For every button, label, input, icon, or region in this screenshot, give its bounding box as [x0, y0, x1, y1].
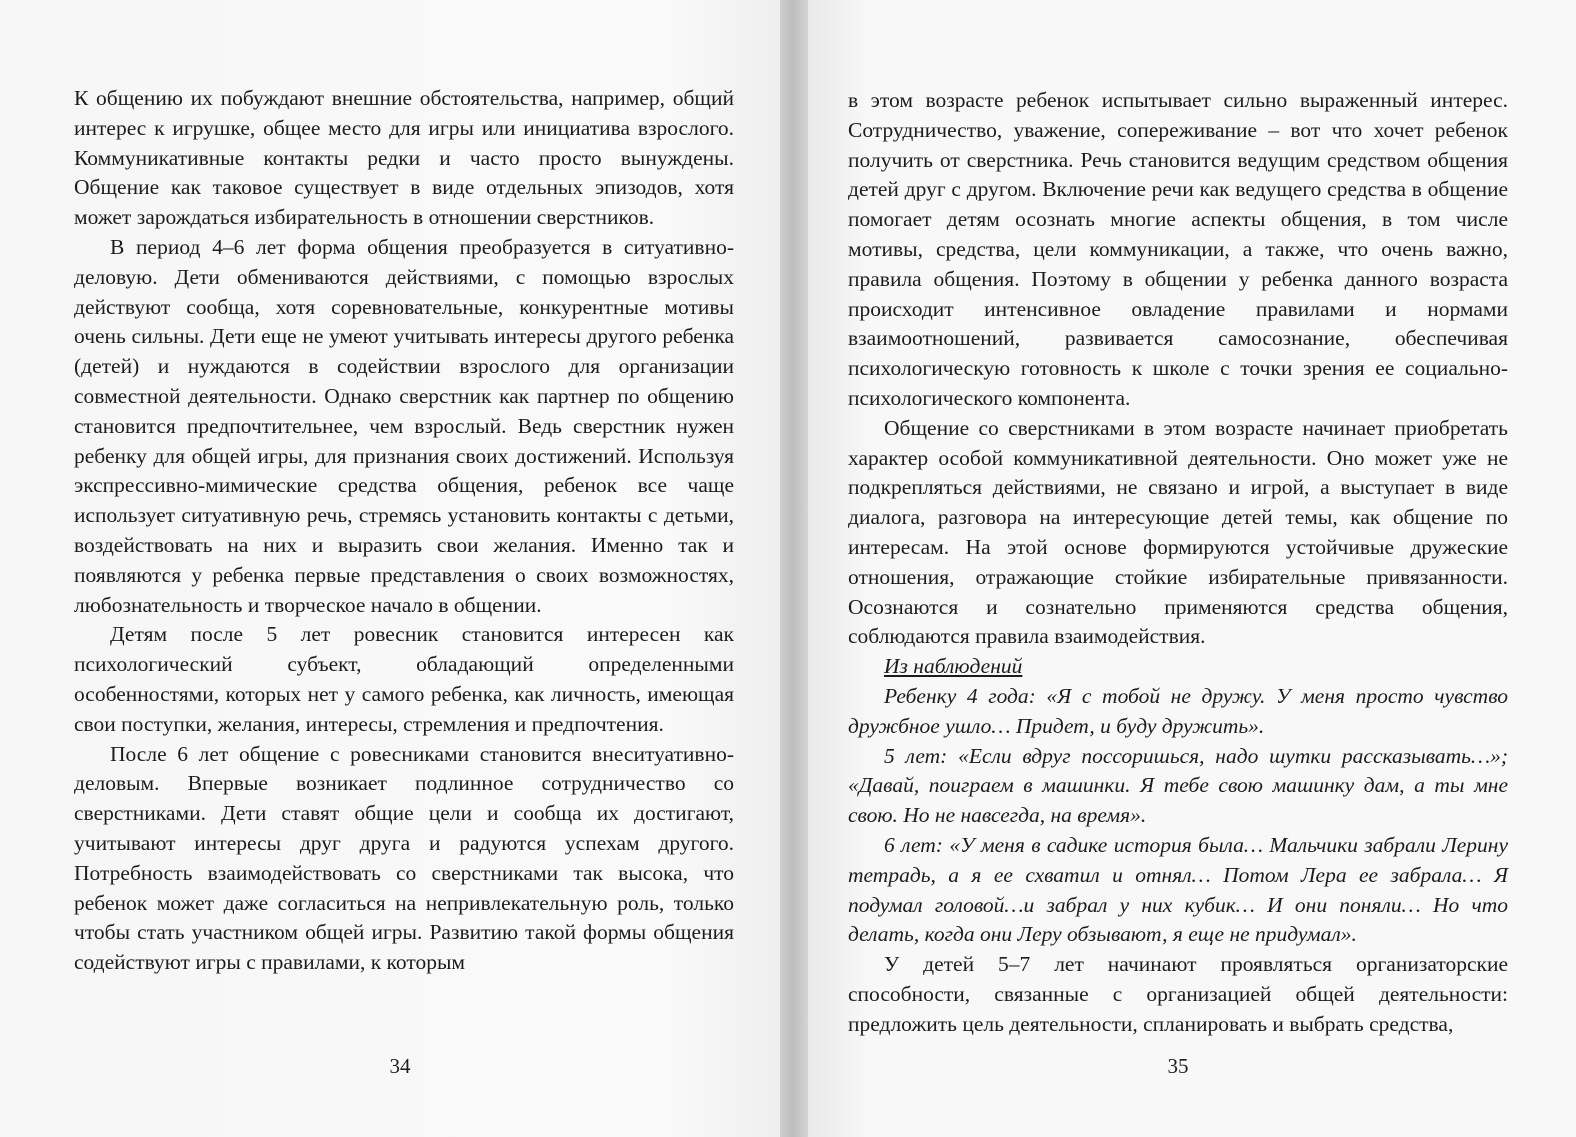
observations-heading: Из наблюдений	[884, 654, 1023, 679]
right-continuation-paragraph: в этом возрасте ребенок испытывает сильно выраженный интерес. Сотрудничество, уважение, сопереживание – вот что хочет ребенок получить от сверстника. Речь становится ведущим средством общения детей друг с другом. Включение речи как ведущего средства в общение помогает детям осознать многие аспекты общения, в том числе мотивы, средства, цели коммуникации, а также, что очень важно, правила общения. Поэтому в общении у ребенка данного возраста происходит интенсивное овладение правилами и нормами взаимоотношений, развивается самосознание, обеспечивая психологическую готовность к школе с точки зрения ее социально-психологического компонента.	[848, 88, 1508, 410]
left-paragraph-1: К общению их побуждают внешние обстоятельства, например, общий интерес к игрушке, общее место для игры или инициатива взрослого. Коммуникативные контакты редки и часто просто вынуждены. Общение как таковое существует в виде отдельных эпизодов, хотя может зарождаться избирательность в отношении сверстников.	[74, 86, 734, 230]
left-page-number: 34	[389, 1054, 411, 1078]
right-page-number: 35	[1167, 1054, 1189, 1078]
right-page-text	[848, 86, 1508, 1040]
right-paragraph-last: У детей 5–7 лет начинают проявляться организаторские способности, связанные с организацией общей деятельности: предложить цель деятельности, спланировать и выбрать средства,	[848, 952, 1508, 1036]
left-paragraph-2: В период 4–6 лет форма общения преобразуется в ситуативно-деловую. Дети обмениваются действиями, с помощью взрослых действуют сообща, хотя соревновательные, конкурентные мотивы очень сильны. Дети еще не умеют учитывать интересы другого ребенка (детей) и нуждаются в содействии взрослого для организации совместной деятельности. Однако сверстник как партнер по общению становится предпочтительнее, чем взрослый. Ведь сверстник нужен ребенку для общей игры, для признания своих достижений. Используя экспрессивно-мимические средства общения, ребенок все чаще использует ситуативную речь, стремясь установить контакты с детьми, воздействовать на них и выразить свои желания. Именно так и появляются у ребенка первые представления о своих возможностях, любознательность и творческое начало в общении.	[74, 234, 734, 617]
book-gutter	[780, 0, 808, 1137]
left-page	[0, 0, 780, 1137]
right-page	[808, 0, 1576, 1137]
observation-quote-5-years: 5 лет: «Если вдруг поссоришься, надо шутки рассказывать…»; «Давай, поиграем в машинки. Я тебе свою машинку дам, а ты мне свою. Но не навсегда, на время».	[848, 743, 1508, 828]
observation-quote-6-years: 6 лет: «У меня в садике история была… Мальчики забрали Лерину тетрадь, а я ее схватил и отнял… Потом Лера ее забрала… Я подумал головой…и забрал у них кубик… И они поняли… Но что делать, когда они Леру обзывают, я еще не придумал».	[848, 832, 1508, 947]
observation-quote-4-years: Ребенку 4 года: «Я с тобой не дружу. У меня просто чувство дружбное ушло… Придет, и буду дружить».	[848, 683, 1508, 738]
left-page-text	[74, 84, 734, 978]
right-paragraph-2: Общение со сверстниками в этом возрасте начинает приобретать характер особой коммуникативной деятельности. Оно может уже не подкрепляться действиями, не связано и игрой, а выступает в виде диалога, разговора на интересующие детей темы, как общение по интересам. На этой основе формируются устойчивые дружеские отношения, отражающие стойкие избирательные привязанности. Осознаются и сознательно применяются средства общения, соблюдаются правила взаимодействия.	[848, 415, 1508, 649]
left-paragraph-3: Детям после 5 лет ровесник становится интересен как психологический субъект, обладающий определенными особенностями, которых нет у самого ребенка, как личность, имеющая свои поступки, желания, интересы, стремления и предпочтения.	[74, 622, 734, 736]
left-paragraph-4: После 6 лет общение с ровесниками становится внеситуативно-деловым. Впервые возникает подлинное сотрудничество со сверстниками. Дети ставят общие цели и сообща их достигают, учитывают интересы друг друга и радуются успехам другого. Потребность взаимодействовать со сверстниками так высока, что ребенок может даже согласиться на непривлекательную роль, только чтобы стать участником общей игры. Развитию такой формы общения содействуют игры с правилами, к которым	[74, 741, 734, 975]
